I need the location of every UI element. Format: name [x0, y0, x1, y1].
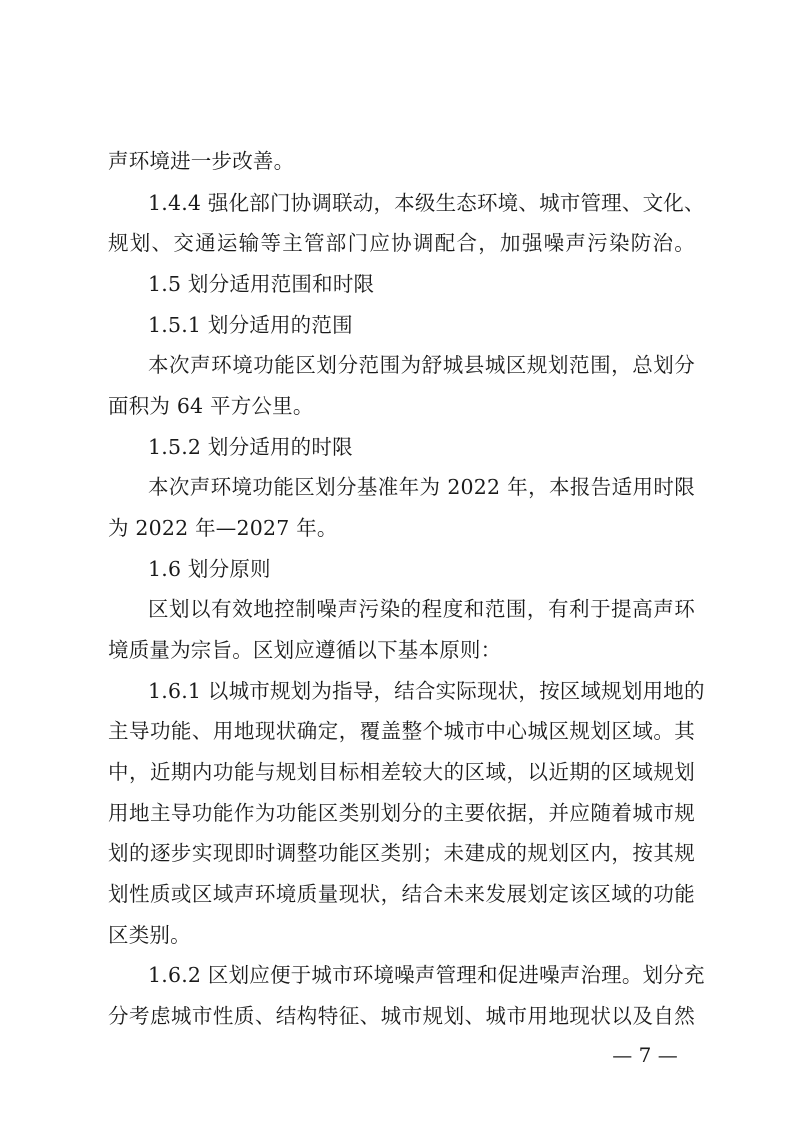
heading-1-5: 1.5 划分适用范围和时限	[148, 272, 375, 296]
paragraph-line: 分考虑城市性质、结构特征、城市规划、城市用地现状以及自然	[108, 1004, 695, 1028]
paragraph-line: 中，近期内功能与规划目标相差较大的区域，以近期的区域规划	[108, 760, 695, 784]
paragraph-line: 区划以有效地控制噪声污染的程度和范围，有利于提高声环	[148, 597, 695, 621]
paragraph-line: 区类别。	[108, 923, 191, 947]
paragraph-line: 声环境进一步改善。	[108, 149, 295, 173]
section-1-6-1-line: 1.6.1 以城市规划为指导，结合实际现状，按区域规划用地的	[148, 679, 705, 703]
paragraph-line: 本次声环境功能区划分基准年为 2022 年，本报告适用时限	[148, 475, 695, 499]
paragraph-line: 规划、交通运输等主管部门应协调配合，加强噪声污染防治。	[108, 231, 695, 255]
section-1-4-4-line: 1.4.4 强化部门协调联动，本级生态环境、城市管理、文化、	[148, 191, 705, 215]
section-1-6-2-line: 1.6.2 区划应便于城市环境噪声管理和促进噪声治理。划分充	[148, 963, 705, 987]
heading-1-5-2: 1.5.2 划分适用的时限	[148, 435, 353, 459]
paragraph-line: 划的逐步实现即时调整功能区类别；未建成的规划区内，按其规	[108, 841, 695, 865]
heading-1-6: 1.6 划分原则	[148, 557, 271, 581]
paragraph-line: 划性质或区域声环境质量现状，结合未来发展划定该区域的功能	[108, 882, 695, 906]
heading-1-5-1: 1.5.1 划分适用的范围	[148, 313, 353, 337]
paragraph-line: 主导功能、用地现状确定，覆盖整个城市中心城区规划区域。其	[108, 719, 695, 743]
page-number: — 7 —	[612, 1043, 678, 1067]
paragraph-line: 境质量为宗旨。区划应遵循以下基本原则：	[108, 638, 502, 662]
paragraph-line: 面积为 64 平方公里。	[108, 394, 314, 418]
paragraph-line: 为 2022 年—2027 年。	[108, 516, 338, 540]
paragraph-line: 用地主导功能作为功能区类别划分的主要依据，并应随着城市规	[108, 801, 695, 825]
paragraph-line: 本次声环境功能区划分范围为舒城县城区规划范围，总划分	[148, 353, 695, 377]
